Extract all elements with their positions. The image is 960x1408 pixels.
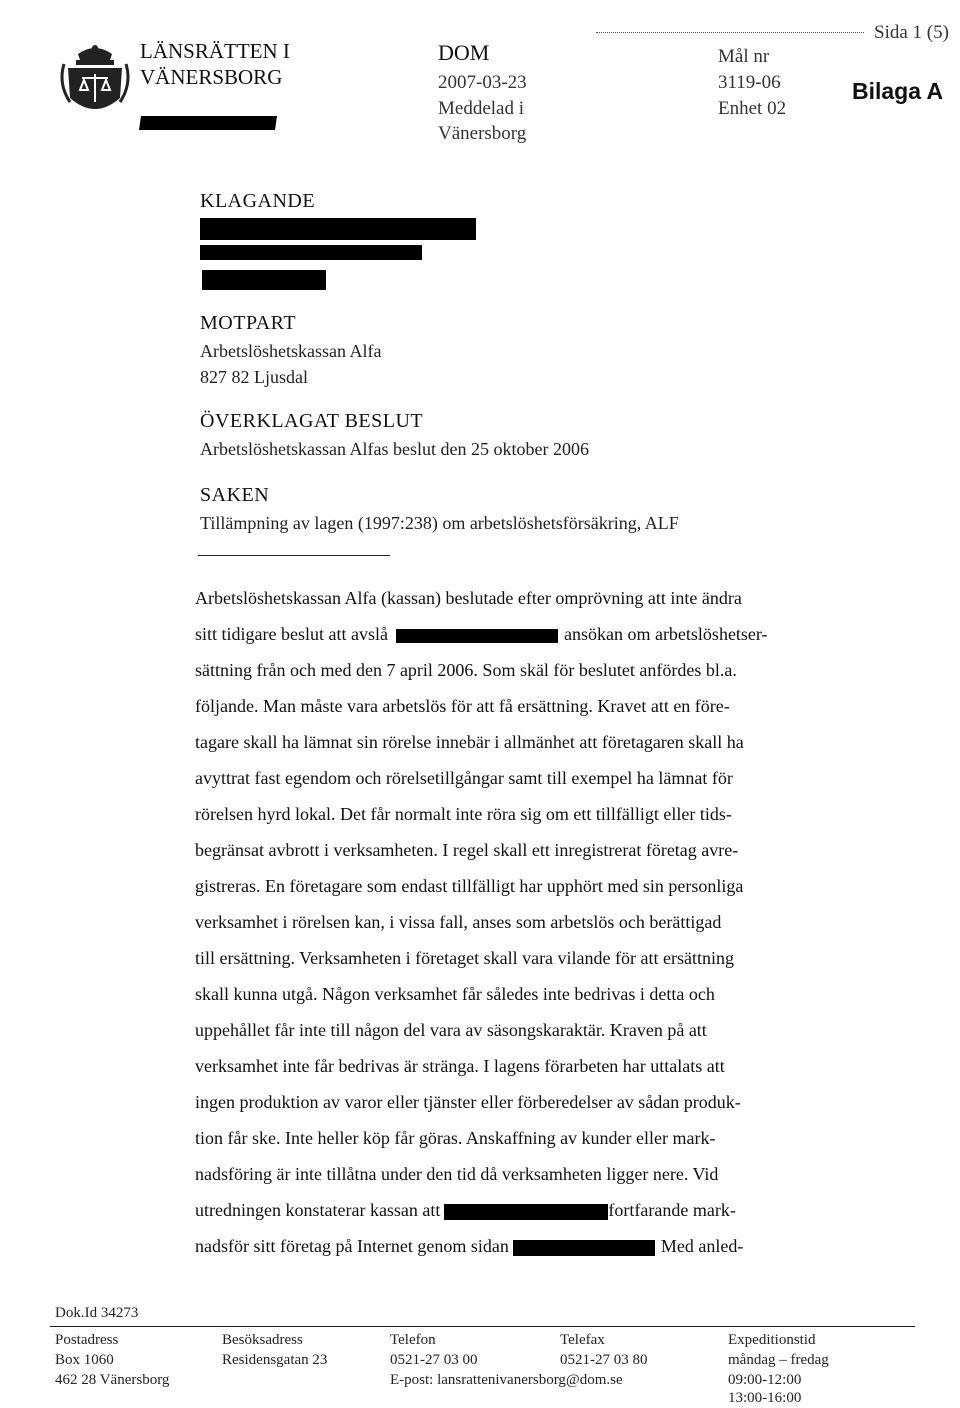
opponent-name: Arbetslöshetskassan Alfa xyxy=(200,341,382,361)
announced-label: Meddelad i xyxy=(438,98,525,119)
header-dotted-rule xyxy=(596,20,864,33)
document-type: DOM xyxy=(438,40,490,65)
body-line xyxy=(195,616,855,652)
opponent-heading: MOTPART xyxy=(200,312,297,334)
subject-heading: SAKEN xyxy=(200,484,270,506)
body-line-text: sitt tidigare beslut att avslå xyxy=(195,624,388,644)
fax-value: 0521-27 03 80 xyxy=(560,1352,648,1368)
postal-label: Postadress xyxy=(55,1332,119,1348)
body-line: ingen produktion av varor eller tjänster eller förberedelser av sådan produk- xyxy=(195,1092,741,1112)
case-label: Mål nr xyxy=(718,46,770,67)
case-number: 3119-06 xyxy=(718,72,781,93)
court-name-line1: LÄNSRÄTTEN I xyxy=(140,39,290,63)
body-line: nadsföring är inte tillåtna under den tid då verksamheten ligger nere. Vid xyxy=(195,1164,719,1184)
document-date: 2007-03-23 xyxy=(438,72,527,93)
decision-text: Arbetslöshetskassan Alfas beslut den 25 oktober 2006 xyxy=(200,439,589,459)
decision-heading: ÖVERKLAGAT BESLUT xyxy=(200,410,424,432)
body-line: uppehållet får inte till någon del vara av säsongskaraktär. Kraven på att xyxy=(195,1020,707,1040)
redaction-bar xyxy=(200,218,476,240)
redaction-bar xyxy=(200,245,422,260)
court-name-line2: VÄNERSBORG xyxy=(140,65,283,89)
body-line: Arbetslöshetskassan Alfa (kassan) beslutade efter omprövning att inte ändra xyxy=(195,588,742,608)
attachment-stamp: Bilaga A xyxy=(852,78,944,104)
hours-label: Expeditionstid xyxy=(728,1332,816,1348)
body-line: verksamhet inte får bedrivas är stränga. I lagens förarbeten har uttalats att xyxy=(195,1056,725,1076)
opponent-address: 827 82 Ljusdal xyxy=(200,367,308,387)
body-line-text: Med anled- xyxy=(660,1236,744,1256)
body-line: följande. Man måste vara arbetslös för att få ersättning. Kravet att en före- xyxy=(195,696,730,716)
phone-label: Telefon xyxy=(390,1332,436,1348)
visit-label: Besöksadress xyxy=(222,1332,303,1348)
unit: Enhet 02 xyxy=(718,98,787,119)
body-line: tagare skall ha lämnat sin rörelse innebär i allmänhet att företagaren skall ha xyxy=(195,732,744,752)
subject-text: Tillämpning av lagen (1997:238) om arbetslöshetsförsäkring, ALF xyxy=(200,513,679,533)
email-value: E-post: lansrattenivanersborg@dom.se xyxy=(390,1372,623,1388)
body-line: verksamhet i rörelsen kan, i vissa fall, anses som arbetslös och berättigad xyxy=(195,912,722,932)
document-id: Dok.Id 34273 xyxy=(55,1305,139,1321)
body-line: sättning från och med den 7 april 2006. Som skäl för beslutet anfördes bl.a. xyxy=(195,660,737,680)
hours-afternoon: 13:00-16:00 xyxy=(728,1390,802,1406)
body-line: till ersättning. Verksamheten i företaget skall vara vilande för att ersättning xyxy=(195,948,734,968)
redaction-bar xyxy=(396,629,558,643)
judgment-body xyxy=(195,580,855,1264)
hours-days: måndag – fredag xyxy=(728,1352,829,1368)
body-line-text: utredningen konstaterar kassan att xyxy=(195,1200,441,1220)
visit-line1: Residensgatan 23 xyxy=(222,1352,328,1368)
redaction-bar xyxy=(444,1204,608,1220)
redaction-bar xyxy=(202,270,326,290)
court-crest-icon xyxy=(60,40,130,122)
body-line-text: fortfarande mark- xyxy=(608,1200,736,1220)
footer-rule xyxy=(50,1326,915,1327)
body-line xyxy=(195,1192,855,1228)
section-divider xyxy=(198,555,390,556)
postal-line1: Box 1060 xyxy=(55,1352,114,1368)
body-line-text: ansökan om arbetslöshetser- xyxy=(563,624,768,644)
redaction-bar xyxy=(139,116,277,130)
hours-morning: 09:00-12:00 xyxy=(728,1372,802,1388)
body-line-text: nadsför sitt företag på Internet genom sidan xyxy=(195,1236,509,1256)
body-line: avyttrat fast egendom och rörelsetillgångar samt till exempel ha lämnat för xyxy=(195,768,733,788)
fax-label: Telefax xyxy=(560,1332,605,1348)
body-line: gistreras. En företagare som endast tillfälligt har upphört med sin personliga xyxy=(195,876,744,896)
redaction-bar xyxy=(513,1240,655,1256)
body-line: skall kunna utgå. Någon verksamhet får således inte bedrivas i detta och xyxy=(195,984,715,1004)
body-line: tion får ske. Inte heller köp får göras. Anskaffning av kunder eller mark- xyxy=(195,1128,716,1148)
phone-value: 0521-27 03 00 xyxy=(390,1352,478,1368)
body-line: rörelsen hyrd lokal. Det får normalt inte röra sig om ett tillfälligt eller tids- xyxy=(195,804,732,824)
postal-line2: 462 28 Vänersborg xyxy=(55,1372,170,1388)
body-line xyxy=(195,1228,855,1264)
page-number: Sida 1 (5) xyxy=(874,22,949,43)
appellant-heading: KLAGANDE xyxy=(200,190,316,212)
body-line: begränsat avbrott i verksamheten. I regel skall ett inregistrerat företag avre- xyxy=(195,840,739,860)
announced-city: Vänersborg xyxy=(438,123,527,144)
